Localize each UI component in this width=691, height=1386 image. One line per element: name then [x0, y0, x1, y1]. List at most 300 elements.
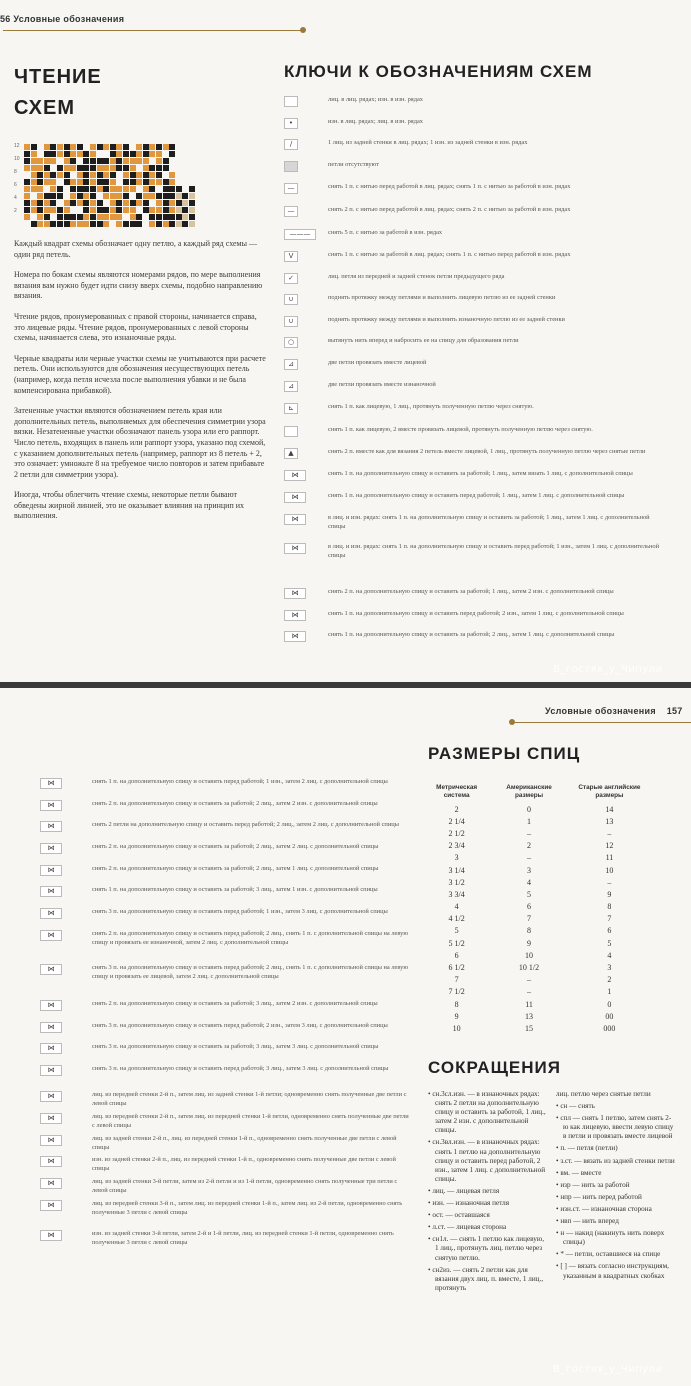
- table-row: [422, 815, 652, 827]
- table-cell: 7 1/2: [448, 987, 465, 997]
- header-title: Условные обозначения: [545, 706, 656, 716]
- column-header: Старые английские размеры: [578, 784, 641, 799]
- table-cell: –: [527, 987, 532, 997]
- chart-cell: [130, 179, 136, 185]
- chart-cell: [31, 144, 37, 150]
- chart-cell: [64, 221, 70, 227]
- key-description: снять 2 петли на дополнительную спицу и оставить перед работой; 2 лиц., затем 2 лиц. с дополнительной спицы: [92, 821, 399, 828]
- watermark: В_гостях_у_Чипули: [553, 1364, 663, 1375]
- chart-cell: [83, 151, 89, 157]
- chart-cell: [130, 172, 136, 178]
- row-number: 8: [14, 169, 17, 175]
- key-description: изн. из задней стенки 3-й петли, затем 2-й и 1-й петли, лиц. из передней стенки 1-й петли, одновременно снять полученные 3 петли с левой спицы: [92, 1230, 394, 1246]
- chart-cell: [31, 179, 37, 185]
- chart-cell: [110, 186, 116, 192]
- table-cell: 00: [605, 1011, 614, 1021]
- chart-cell: [64, 179, 70, 185]
- chart-cell: [130, 221, 136, 227]
- chart-cell: [169, 144, 175, 150]
- page-number: 157: [666, 706, 683, 716]
- chart-cell: [57, 214, 63, 220]
- chart-cell: [70, 158, 76, 164]
- cable-symbol-icon: ⋈: [40, 1022, 62, 1033]
- chart-cell: [97, 165, 103, 171]
- chart-cell: [24, 200, 30, 206]
- chart-cell: [136, 144, 142, 150]
- chart-cell: [37, 165, 43, 171]
- chart-cell: [64, 207, 70, 213]
- chart-cell: [70, 144, 76, 150]
- chart-cell: [77, 165, 83, 171]
- chart-cell: [116, 144, 122, 150]
- chart-cell: [110, 172, 116, 178]
- chart-cell: [70, 200, 76, 206]
- chart-cell: [31, 158, 37, 164]
- table-cell: 3: [527, 865, 532, 875]
- chart-cell: [143, 207, 149, 213]
- chart-cell: [50, 186, 56, 192]
- chart-cell: [176, 207, 182, 213]
- chart-cell: [90, 193, 96, 199]
- chart-cell: [97, 186, 103, 192]
- cable-symbol-icon: ⋈: [40, 1065, 62, 1076]
- chart-cell: [77, 151, 83, 157]
- chart-cell: [24, 144, 30, 150]
- blank-square-icon: [284, 426, 298, 437]
- chart-cell: [182, 214, 188, 220]
- circle-icon: ○: [284, 337, 298, 348]
- chart-cell: [116, 151, 122, 157]
- cable-symbol-icon: ⋈: [40, 1091, 62, 1102]
- table-row: [422, 852, 652, 864]
- abbreviations-column-1: [428, 1090, 548, 1296]
- chart-cell: [70, 179, 76, 185]
- chart-cell: [110, 158, 116, 164]
- table-header-row: [422, 784, 652, 803]
- chart-cell: [176, 214, 182, 220]
- cdd-icon: ▲: [284, 448, 298, 459]
- chart-cell: [90, 179, 96, 185]
- table-cell: 2 1/2: [448, 828, 465, 838]
- chart-cell: [64, 151, 70, 157]
- cup-icon: ∪: [284, 294, 298, 305]
- chart-cell: [103, 158, 109, 164]
- chart-cell: [64, 214, 70, 220]
- chart-cell: [123, 186, 129, 192]
- chart-cell: [50, 151, 56, 157]
- key-description: снять 2 п. на дополнительную спицу и оставить за работой; 2 лиц., затем 2 изн. с дополнительной спицы: [92, 800, 378, 807]
- chart-cell: [77, 179, 83, 185]
- chart-cell: [110, 151, 116, 157]
- chart-cell: [64, 165, 70, 171]
- chart-cell: [24, 158, 30, 164]
- key-description: лиц. из передней стенки 2-й п., затем лиц. из задней стенки 1-й петли; одновременно снять полученные две петли с левой спицы: [92, 1091, 407, 1107]
- table-row: [422, 961, 652, 973]
- abbreviation-item: • сн.3сл.изн. — в изнаночных рядах: снять 2 петли на дополнительную спицу и оставить за работой, 1 лиц., затем 2 изн. с дополнительной спицы.: [428, 1090, 546, 1135]
- chart-cell: [116, 193, 122, 199]
- title-line: СХЕМ: [14, 97, 76, 119]
- chart-cell: [116, 158, 122, 164]
- table-cell: 11: [525, 999, 533, 1009]
- chart-cell: [176, 221, 182, 227]
- chart-cell: [149, 144, 155, 150]
- watermark: В_гостях_у_Чипули: [553, 664, 663, 675]
- chart-cell: [149, 221, 155, 227]
- chart-cell: [103, 172, 109, 178]
- key-description: снять 1 п. с нитью за работой в лиц. рядах; снять 1 п. с нитью перед работой в изн. рядах: [328, 251, 571, 258]
- chart-cell: [156, 214, 162, 220]
- chart-cell: [169, 172, 175, 178]
- abbreviation-item: • з.ст. — вязать из задней стенки петли: [556, 1156, 675, 1165]
- cable-symbol-icon: ⋈: [40, 886, 62, 897]
- table-cell: 1: [607, 987, 612, 997]
- key-description: снять 1 п. как лицевую, 1 лиц., протянуть полученную петлю через снятую.: [328, 403, 534, 410]
- paragraph: Чтение рядов, пронумерованных с правой стороны, начинается справа, это лицевые ряды. Чтение рядов, пронумерованных с левой стороны схемы, начинается слева, это изнаночные ряды.: [14, 311, 257, 343]
- chart-cell: [182, 193, 188, 199]
- chart-cell: [143, 172, 149, 178]
- page-157: [0, 688, 691, 1386]
- chart-cell: [169, 179, 175, 185]
- table-row: [422, 864, 652, 876]
- header-rule: [513, 722, 691, 723]
- chart-cell: [136, 214, 142, 220]
- chart-cell: [50, 158, 56, 164]
- chart-cell: [64, 172, 70, 178]
- key-description: петли отсутствуют: [328, 161, 380, 168]
- chart-cell: [182, 207, 188, 213]
- abbreviation-item: • [ ] — вязать согласно инструкциям, указанным в квадратных скобках: [556, 1262, 669, 1280]
- page-header: [545, 706, 683, 716]
- chart-cell: [97, 144, 103, 150]
- abbreviation-item: • изн.ст. — изнаночная сторона: [556, 1204, 652, 1213]
- chart-cell: [103, 221, 109, 227]
- abbreviation-item: • н — накид (накинуть нить поверх спицы): [556, 1229, 665, 1247]
- chart-cell: [44, 151, 50, 157]
- table-row: [422, 827, 652, 839]
- table-cell: 5: [607, 938, 612, 948]
- chart-cell: [90, 214, 96, 220]
- cable-keys-list: [40, 778, 415, 1298]
- table-cell: 6: [607, 926, 612, 936]
- table-cell: 3 1/2: [448, 877, 465, 887]
- chart-cell: [143, 151, 149, 157]
- chart-cell: [31, 151, 37, 157]
- table-cell: 10: [605, 865, 614, 875]
- slash-square-icon: /: [284, 139, 298, 150]
- table-cell: 6: [527, 902, 532, 912]
- abbreviation-item: • изр — нить за работой: [556, 1180, 630, 1189]
- chart-cell: [50, 179, 56, 185]
- chart-cell: [31, 221, 37, 227]
- cable-symbol-icon: ⋈: [40, 1135, 62, 1146]
- chart-cell: [136, 221, 142, 227]
- abbreviation-item: • сн.3вл.изн. — в изнаночных рядах: снять 1 петлю на дополнительную спицу и оставить перед работой, 2 изн., затем 1 лиц. с дополнительной спицы.: [428, 1138, 546, 1183]
- chart-cell: [182, 200, 188, 206]
- chart-cell: [70, 221, 76, 227]
- chart-cell: [57, 221, 63, 227]
- paragraph: Затененные участки являются обозначением петель края или дополнительных петель, выполняемых для обеспечения симметрии узора вязки. Незатененные участки обозначают панель узора или его раппорт. Число петель, входящих в панель или раппорт узора, указано под схемой, с указанием дополнительных петель (например, раппорт из 8 петель + 2, это означает: умножьте 8 на требуемое число повторов и затем прибавьте 2 петли для симметрии узора).: [14, 406, 266, 479]
- chart-cell: [37, 179, 43, 185]
- chart-cell: [70, 165, 76, 171]
- chart-cell: [182, 221, 188, 227]
- table-row: [422, 974, 652, 986]
- chart-cell: [70, 193, 76, 199]
- chart-cell: [44, 158, 50, 164]
- chart-cell: [97, 158, 103, 164]
- chart-cell: [83, 200, 89, 206]
- chart-cell: [50, 144, 56, 150]
- double-bar-icon: —: [284, 206, 298, 217]
- table-cell: 1: [527, 816, 532, 826]
- chart-cell: [189, 214, 195, 220]
- cable-symbol-icon: ⋈: [40, 1178, 62, 1189]
- chart-cell: [97, 207, 103, 213]
- chart-cell: [77, 193, 83, 199]
- key-description: снять 1 п. на дополнительную спицу и оставить за работой; 3 лиц., затем 1 изн. с дополнительной спицы: [92, 886, 378, 893]
- chart-cell: [149, 165, 155, 171]
- section-title-needle-sizes: РАЗМЕРЫ СПИЦ: [428, 744, 581, 763]
- chart-cell: [136, 179, 142, 185]
- key-description: две петли провязать вместе изнаночной: [328, 381, 436, 388]
- chart-cell: [57, 172, 63, 178]
- chart-cell: [136, 158, 142, 164]
- chart-cell: [116, 207, 122, 213]
- chart-cell: [37, 214, 43, 220]
- table-cell: 4: [454, 902, 459, 912]
- chart-cell: [130, 158, 136, 164]
- chart-cell: [103, 214, 109, 220]
- chart-cell: [70, 186, 76, 192]
- chart-cell: [44, 214, 50, 220]
- cable-symbol-icon: ⋈: [40, 908, 62, 919]
- section-title-chart-keys: КЛЮЧИ К ОБОЗНАЧЕНИЯМ СХЕМ: [284, 62, 593, 81]
- v-slip-icon: V: [284, 251, 298, 262]
- page-header: 56 Условные обозначения: [0, 14, 125, 24]
- chart-cell: [169, 186, 175, 192]
- chart-cell: [123, 207, 129, 213]
- abbreviation-item: лиц. петлю через снятые петли: [556, 1090, 651, 1098]
- cable-1-1-icon: ⋈: [284, 492, 306, 503]
- key-description: изн. в лиц. рядах; лиц. в изн. рядах: [328, 118, 424, 125]
- table-cell: 2 1/4: [448, 816, 465, 826]
- chart-cell: [97, 221, 103, 227]
- table-cell: 0: [607, 999, 612, 1009]
- key-description: снять 2 п. на дополнительную спицу и оставить за работой; 2 лиц., затем 1 лиц. с дополнительной спицы: [92, 865, 379, 872]
- gray-square-icon: [284, 161, 298, 172]
- key-description: снять 2 п. на дополнительную спицу и оставить перед работой; 2 лиц., снять 1 п. с дополнительной спицы на левую спицу и провязать ее изнаночной, затем 2 лиц. с дополнительной спицы: [92, 930, 409, 946]
- chart-cell: [156, 151, 162, 157]
- cable-symbol-icon: ⋈: [40, 1200, 62, 1211]
- chart-cell: [97, 214, 103, 220]
- table-cell: 8: [454, 999, 459, 1009]
- chart-cell: [143, 179, 149, 185]
- table-cell: 0: [527, 804, 532, 814]
- table-cell: 3: [454, 853, 459, 863]
- chart-cell: [90, 144, 96, 150]
- abbreviation-item: • п. — петля (петли): [556, 1144, 618, 1153]
- chart-cell: [169, 200, 175, 206]
- abbreviation-item: • лиц. — лицевая петля: [428, 1186, 500, 1195]
- blank-square-icon: [284, 96, 298, 107]
- chart-cell: [156, 179, 162, 185]
- chart-cell: [83, 158, 89, 164]
- chart-cell: [70, 214, 76, 220]
- cable-symbol-icon: ⋈: [40, 843, 62, 854]
- chart-cell: [103, 179, 109, 185]
- table-row: [422, 913, 652, 925]
- abbreviation-item: • спл — снять 1 петлю, затем снять 2-ю как лицевую, ввести левую спицу в петли и провязать вместе лицевой: [556, 1114, 674, 1141]
- chart-cell: [44, 200, 50, 206]
- key-description: поднять протяжку между петлями и выполнить изнаночную петлю из ее задней стенки: [328, 316, 565, 323]
- table-cell: –: [607, 877, 612, 887]
- chart-cell: [130, 186, 136, 192]
- table-cell: –: [527, 828, 532, 838]
- chart-cell: [143, 200, 149, 206]
- chart-cell: [90, 165, 96, 171]
- chart-cell: [136, 193, 142, 199]
- chart-cell: [110, 214, 116, 220]
- chart-cell: [103, 165, 109, 171]
- key-description: снять 1 п. на дополнительную спицу и оставить за работой; 1 лиц., затем вязать 1 лиц. с дополнительной спицы: [328, 470, 633, 477]
- abbreviation-item: • вм. — вместе: [556, 1168, 602, 1177]
- table-cell: 3: [607, 963, 612, 973]
- key-description: снять 3 п. на дополнительную спицу и оставить перед работой; 2 лиц., снять 1 п. с дополнительной спицы на левую спицу и провязать ее лицевой, затем 2 лиц. с дополнительной спицы: [92, 964, 409, 980]
- chart-cell: [31, 200, 37, 206]
- table-row: [422, 1022, 652, 1034]
- chart-cell: [44, 165, 50, 171]
- table-row: [422, 986, 652, 998]
- cable-1-1-icon: ⋈: [284, 543, 306, 554]
- table-cell: 5: [454, 926, 459, 936]
- table-cell: 10 1/2: [518, 963, 540, 973]
- chart-cell: [90, 200, 96, 206]
- chart-cell: [163, 214, 169, 220]
- abbreviation-item: • изн. — изнаночная петля: [428, 1199, 510, 1208]
- chart-cell: [163, 186, 169, 192]
- chart-cell: [136, 172, 142, 178]
- chart-cell: [37, 221, 43, 227]
- table-cell: 10: [525, 950, 534, 960]
- check-icon: ✓: [284, 273, 298, 284]
- key-description: в лиц. и изн. рядах: снять 1 п. на дополнительную спицу и оставить за работой; 1 лиц., затем 1 лиц. с дополнительной спицы: [328, 514, 650, 530]
- chart-cell: [176, 193, 182, 199]
- chart-cell: [44, 144, 50, 150]
- chart-cell: [163, 207, 169, 213]
- chart-cell: [149, 179, 155, 185]
- chart-cell: [83, 179, 89, 185]
- chart-cell: [83, 186, 89, 192]
- cable-symbol-icon: ⋈: [40, 778, 62, 789]
- header-rule-ornament: [300, 27, 306, 33]
- table-row: [422, 840, 652, 852]
- chart-cell: [169, 207, 175, 213]
- long-bar-icon: ———: [284, 229, 316, 240]
- chart-cell: [163, 221, 169, 227]
- key-description: лиц. петля из передней и задней стенок петли предыдущего ряда: [328, 273, 505, 280]
- chart-cell: [57, 193, 63, 199]
- chart-cell: [37, 207, 43, 213]
- key-description: снять 3 п. на дополнительную спицу и оставить перед работой; 3 лиц., затем 3 лиц. с дополнительной спицы: [92, 1065, 389, 1072]
- chart-cell: [176, 200, 182, 206]
- table-cell: 000: [603, 1023, 616, 1033]
- chart-cell: [50, 221, 56, 227]
- table-row: [422, 1010, 652, 1022]
- chart-cell: [31, 186, 37, 192]
- chart-cell: [57, 144, 63, 150]
- chart-cell: [123, 158, 129, 164]
- chart-cell: [77, 214, 83, 220]
- chart-cell: [156, 221, 162, 227]
- sample-chart-grid: [14, 142, 224, 232]
- cable-2-1-icon: ⋈: [284, 610, 306, 621]
- chart-cell: [37, 193, 43, 199]
- chart-cell: [24, 165, 30, 171]
- chart-cell: [123, 179, 129, 185]
- chart-cell: [110, 179, 116, 185]
- chart-cell: [50, 200, 56, 206]
- key-description: две петли провязать вместе лицевой: [328, 359, 427, 366]
- abbreviation-item: • нвп — нить вперед: [556, 1217, 619, 1226]
- chart-cell: [77, 186, 83, 192]
- chart-cell: [110, 193, 116, 199]
- chart-cell: [97, 172, 103, 178]
- chart-cell: [90, 207, 96, 213]
- reading-charts-text: [14, 239, 266, 532]
- chart-cell: [156, 165, 162, 171]
- chart-cell: [110, 144, 116, 150]
- table-cell: 2: [454, 804, 459, 814]
- chart-cell: [97, 200, 103, 206]
- chart-cell: [64, 158, 70, 164]
- chart-cell: [130, 151, 136, 157]
- chart-cell: [103, 186, 109, 192]
- key-description: снять 1 п. на дополнительную спицу и оставить перед работой; 1 изн., затем 2 лиц. с дополнительной спицы: [92, 778, 388, 785]
- chart-cell: [130, 207, 136, 213]
- table-row: [422, 998, 652, 1010]
- chart-cell: [64, 144, 70, 150]
- chart-cell: [24, 207, 30, 213]
- bar-square-icon: —: [284, 183, 298, 194]
- chart-cell: [149, 172, 155, 178]
- chart-cell: [70, 151, 76, 157]
- chart-cell: [163, 165, 169, 171]
- chart-cell: [83, 221, 89, 227]
- chart-cell: [123, 193, 129, 199]
- chart-cell: [123, 165, 129, 171]
- chart-cell: [37, 158, 43, 164]
- chart-cell: [77, 200, 83, 206]
- table-cell: 5 1/2: [448, 938, 465, 948]
- chart-cell: [176, 186, 182, 192]
- chart-cell: [44, 179, 50, 185]
- cable-2-1-icon: ⋈: [284, 588, 306, 599]
- table-row: [422, 937, 652, 949]
- table-cell: 9: [607, 889, 612, 899]
- chart-cell: [90, 151, 96, 157]
- abbreviation-item: • сн1л. — снять 1 петлю как лицевую, 1 лиц., протянуть лиц. петлю через снятую петлю.: [428, 1235, 545, 1262]
- ssk-icon: ⊾: [284, 403, 298, 414]
- key-description: 1 лиц. из задней стенки в лиц. рядах; 1 изн. из задней стенки в изн. рядах: [328, 139, 528, 146]
- chart-cell: [123, 172, 129, 178]
- key-description: лиц. из передней стенки 3-й п., затем лиц. из передней стенки 1-й п., затем лиц. из 2-й петли, одновременно снять полученные 3 петли с левой спицы: [92, 1200, 403, 1216]
- key-description: снять 2 п. с нитью перед работой в лиц. рядах; снять 2 п. с нитью за работой в изн. рядах: [328, 206, 571, 213]
- chart-cell: [44, 207, 50, 213]
- cup-dot-icon: ∪: [284, 316, 298, 327]
- key-description: снять 1 п. как лицевую, 2 вместе провязать лицевой, протянуть полученную петлю через снятую.: [328, 426, 593, 433]
- chart-cell: [156, 172, 162, 178]
- key-description: снять 5 п. с нитью за работой в изн. рядах: [328, 229, 443, 236]
- chart-cell: [57, 186, 63, 192]
